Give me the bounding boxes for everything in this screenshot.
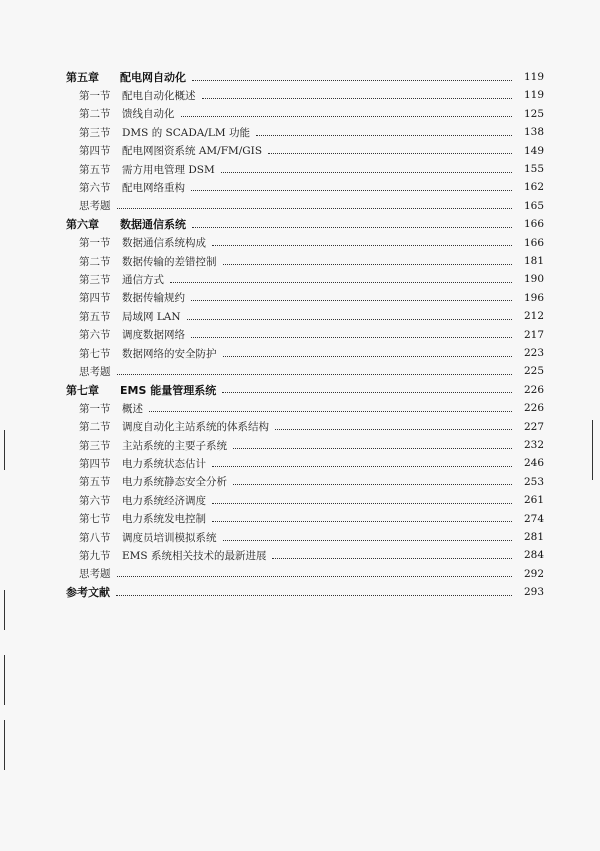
leader-dots xyxy=(116,595,512,596)
leader-dots xyxy=(191,300,512,301)
toc-entry-title: 调度自动化主站系统的体系结构 xyxy=(122,421,269,434)
leader-dots xyxy=(212,521,512,522)
toc-entry-label: 第五章 xyxy=(66,71,99,84)
toc-section-row xyxy=(0,491,600,509)
toc-section-row xyxy=(0,270,600,288)
toc-section-row xyxy=(0,418,600,436)
toc-page-number: 281 xyxy=(523,531,544,543)
leader-dots xyxy=(268,153,512,154)
toc-entry-title: 局域网 LAN xyxy=(122,310,181,323)
toc-entry-title: 需方用电管理 DSM xyxy=(122,163,215,176)
toc-entry-title: 配电网自动化 xyxy=(120,71,186,84)
toc-page-number: 246 xyxy=(523,457,544,470)
toc-entry-label: 第五节 xyxy=(79,163,111,176)
leader-dots xyxy=(223,356,513,357)
toc-entry-label: 第六章 xyxy=(66,218,99,232)
toc-entry-title: 电力系统静态安全分析 xyxy=(122,476,227,489)
toc-entry-title: 概述 xyxy=(122,402,143,415)
toc-entry-label: 第九节 xyxy=(79,549,111,562)
leader-dots xyxy=(192,227,512,228)
left-scan-edge xyxy=(4,720,5,770)
toc-entry-label: 思考题 xyxy=(79,365,111,378)
toc-page-number: 225 xyxy=(523,365,544,378)
toc-page-number: 217 xyxy=(523,328,544,341)
toc-page-number: 212 xyxy=(523,310,544,323)
toc-section-row xyxy=(0,307,600,325)
toc-entry-label: 第五节 xyxy=(79,476,111,489)
toc-entry-label: 第四节 xyxy=(79,457,111,470)
toc-entry-label: 第二节 xyxy=(79,421,111,434)
leader-dots xyxy=(212,503,512,504)
toc-chapter-row xyxy=(0,583,600,601)
toc-page-number: 138 xyxy=(523,126,544,139)
toc-section-row xyxy=(0,160,600,178)
toc-entry-label: 第一节 xyxy=(79,402,111,415)
toc-page-number: 226 xyxy=(523,383,544,396)
toc-page-number: 166 xyxy=(523,218,544,231)
toc-section-row xyxy=(0,197,600,215)
toc-section-row xyxy=(0,86,600,104)
toc-entry-label: 思考题 xyxy=(79,200,111,213)
leader-dots xyxy=(187,319,512,320)
leader-dots xyxy=(222,392,512,393)
toc-entry-label: 第三节 xyxy=(79,273,111,286)
left-scan-edge xyxy=(4,590,5,630)
toc-page-number: 149 xyxy=(523,144,544,157)
toc-entry-label: 参考文献 xyxy=(66,586,110,600)
toc-page-number: 125 xyxy=(523,107,544,120)
toc-section-row xyxy=(0,289,600,307)
toc-section-row xyxy=(0,399,600,417)
toc-page-number: 293 xyxy=(523,586,544,599)
toc-page-number: 253 xyxy=(523,475,544,488)
toc-section-row xyxy=(0,454,600,472)
leader-dots xyxy=(221,172,512,173)
toc-section-row xyxy=(0,105,600,123)
leader-dots xyxy=(202,98,513,99)
toc-section-row xyxy=(0,142,600,160)
toc-page-number: 223 xyxy=(523,347,544,359)
toc-entry-label: 第三节 xyxy=(79,126,111,139)
leader-dots xyxy=(181,116,513,117)
toc-entry-title: 数据通信系统构成 xyxy=(122,237,206,250)
toc-entry-label: 第五节 xyxy=(79,310,111,323)
leader-dots xyxy=(192,80,512,81)
toc-entry-label: 第四节 xyxy=(79,145,111,158)
toc-chapter-row xyxy=(0,68,600,86)
toc-page-number: 284 xyxy=(523,549,544,562)
toc-entry-label: 第六节 xyxy=(79,494,111,507)
toc-entry-title: 通信方式 xyxy=(122,273,164,286)
toc-entry-label: 第七章 xyxy=(66,383,99,397)
toc-entry-title: 馈线自动化 xyxy=(122,108,175,121)
toc-entry-label: 第六节 xyxy=(79,181,111,194)
toc-entry-label: 思考题 xyxy=(79,568,111,581)
leader-dots xyxy=(272,558,512,559)
toc-entry-label: 第六节 xyxy=(79,329,111,342)
toc-page-number: 166 xyxy=(523,236,544,249)
toc-page-number: 165 xyxy=(523,199,544,212)
toc-section-row xyxy=(0,473,600,491)
leader-dots xyxy=(233,448,512,449)
toc-entry-label: 第八节 xyxy=(79,531,111,544)
toc-page-number: 274 xyxy=(523,512,544,525)
left-scan-edge xyxy=(4,655,5,705)
toc-page-number: 226 xyxy=(523,402,544,415)
leader-dots xyxy=(223,540,513,541)
leader-dots xyxy=(256,135,512,136)
leader-dots xyxy=(191,190,512,191)
toc-page-number: 227 xyxy=(523,420,544,433)
toc-entry-title: 配电自动化概述 xyxy=(122,89,196,102)
toc-section-row xyxy=(0,123,600,141)
toc-section-row xyxy=(0,178,600,196)
toc-entry-title: 调度数据网络 xyxy=(122,329,185,342)
toc-entry-title: 配电网图资系统 AM/FM/GIS xyxy=(122,145,263,158)
toc-chapter-row xyxy=(0,215,600,233)
toc-section-row xyxy=(0,546,600,564)
leader-dots xyxy=(223,264,513,265)
toc-entry-label: 第七节 xyxy=(79,513,111,526)
toc-entry-label: 第二节 xyxy=(79,108,111,121)
toc-section-row xyxy=(0,344,600,362)
toc-section-row xyxy=(0,326,600,344)
toc-section-row xyxy=(0,234,600,252)
toc-entry-title: 配电网络重构 xyxy=(122,181,185,194)
toc-page-number: 190 xyxy=(523,273,544,286)
toc-page-number: 232 xyxy=(523,439,544,451)
toc-entry-title: DMS 的 SCADA/LM 功能 xyxy=(122,126,250,139)
toc-page-number: 162 xyxy=(523,181,544,194)
toc-entry-label: 第一节 xyxy=(79,237,111,250)
toc-entry-title: 数据传输的差错控制 xyxy=(122,255,217,268)
toc-entry-label: 第三节 xyxy=(79,439,111,452)
toc-page-number: 181 xyxy=(523,255,544,267)
toc-entry-label: 第二节 xyxy=(79,255,111,268)
toc-entry-title: 主站系统的主要子系统 xyxy=(122,439,227,452)
toc-page-number: 261 xyxy=(523,494,544,507)
toc-section-row xyxy=(0,436,600,454)
leader-dots xyxy=(191,337,512,338)
toc-section-row xyxy=(0,510,600,528)
leader-dots xyxy=(170,282,512,283)
leader-dots xyxy=(212,466,512,467)
left-scan-edge xyxy=(4,430,5,470)
toc-section-row xyxy=(0,565,600,583)
leader-dots xyxy=(149,411,512,412)
toc-page-number: 119 xyxy=(523,89,544,102)
toc-entry-title: 电力系统经济调度 xyxy=(122,494,206,507)
toc-section-row xyxy=(0,362,600,380)
leader-dots xyxy=(233,484,512,485)
leader-dots xyxy=(212,245,512,246)
leader-dots xyxy=(117,374,513,375)
leader-dots xyxy=(275,429,512,430)
right-scan-edge xyxy=(592,420,593,480)
toc-section-row xyxy=(0,252,600,270)
toc-entry-title: 数据通信系统 xyxy=(120,218,186,232)
toc-entry-label: 第一节 xyxy=(79,89,111,102)
toc-entry-title: 数据传输规约 xyxy=(122,292,185,305)
leader-dots xyxy=(117,576,513,577)
toc-page-number: 155 xyxy=(523,163,544,175)
toc-page-number: 292 xyxy=(523,567,544,580)
toc-entry-label: 第四节 xyxy=(79,292,111,305)
toc-entry-title: EMS 系统相关技术的最新进展 xyxy=(122,549,267,562)
toc-entry-title: 调度员培训模拟系统 xyxy=(122,531,217,544)
toc-entry-title: EMS 能量管理系统 xyxy=(120,383,217,397)
toc-entry-label: 第七节 xyxy=(79,347,111,360)
toc-section-row xyxy=(0,528,600,546)
toc-page-number: 119 xyxy=(523,71,544,83)
toc-page-number: 196 xyxy=(523,291,544,304)
toc-chapter-row xyxy=(0,381,600,399)
toc-entry-title: 电力系统发电控制 xyxy=(122,513,206,526)
leader-dots xyxy=(117,208,513,209)
toc-entry-title: 数据网络的安全防护 xyxy=(122,347,217,360)
toc-entry-title: 电力系统状态估计 xyxy=(122,457,206,470)
